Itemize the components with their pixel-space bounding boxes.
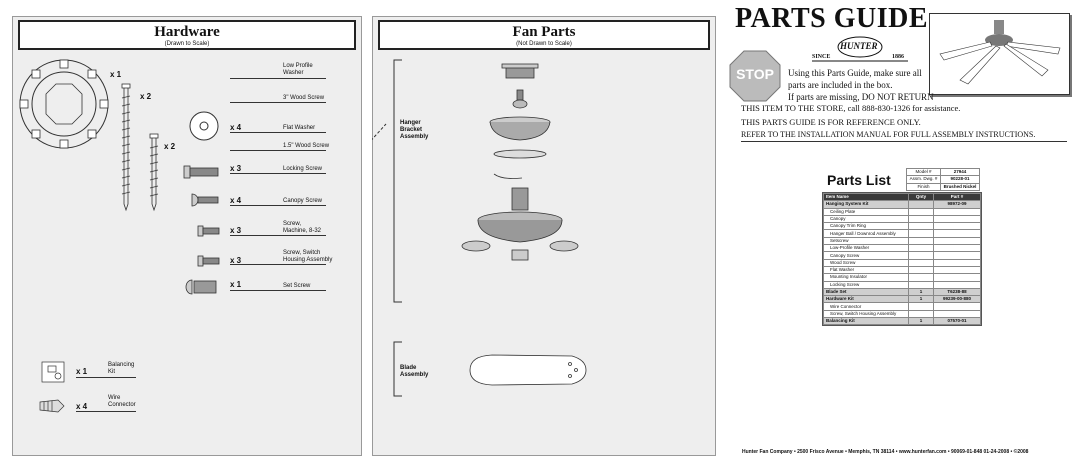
part-name: Canopy	[824, 215, 909, 222]
parts-list-row	[824, 215, 981, 222]
parts-list-row	[824, 310, 981, 317]
part-number: T6238-88	[934, 288, 981, 295]
logo-year: 1886	[892, 54, 904, 60]
parts-list-table	[822, 192, 982, 326]
fan-parts-title: Fan Parts	[512, 24, 576, 40]
part-name: Hanging System Kit	[824, 201, 909, 208]
part-number	[934, 230, 981, 237]
part-qty: 1	[909, 296, 934, 303]
part-name: Hardware Kit	[824, 296, 909, 303]
parts-list-row	[824, 274, 981, 281]
balancing-kit-icon	[42, 362, 64, 382]
col-item-name: Item Name	[824, 194, 909, 201]
hanger-bracket-bracket	[394, 60, 402, 302]
reference-line-2: REFER TO THE INSTALLATION MANUAL FOR FULL ASSEMBLY INSTRUCTIONS.	[741, 130, 1036, 139]
part-qty	[909, 215, 934, 222]
fan-parts-subtitle: (Not Drawn to Scale)	[516, 41, 572, 47]
qty-canopy-screw: x 4	[230, 196, 242, 205]
parts-list-row	[824, 223, 981, 230]
part-name: Locking Screw	[824, 281, 909, 288]
logo-brand: HUNTER	[840, 41, 878, 51]
part-qty	[909, 208, 934, 215]
parts-list-row	[824, 252, 981, 259]
part-number: 98972-09	[934, 201, 981, 208]
part-number	[934, 303, 981, 310]
parts-guide-title: PARTS GUIDE	[735, 3, 929, 34]
parts-list-row	[824, 259, 981, 266]
part-qty	[909, 245, 934, 252]
part-name: Canopy Trim Ring	[824, 223, 909, 230]
set-screw-icon	[186, 280, 216, 294]
label-low-profile-washer: Low Profile Washer	[283, 63, 313, 76]
locking-screw-icon	[184, 166, 218, 178]
part-number	[934, 259, 981, 266]
canopy-trim-ring-icon	[494, 150, 546, 158]
model-label: Model #	[907, 169, 941, 176]
label-wood-screw-3in: 3" Wood Screw	[283, 95, 325, 101]
part-qty	[909, 230, 934, 237]
flat-washer-icon	[190, 112, 218, 140]
col-part: Part #	[934, 194, 981, 201]
part-number	[934, 252, 981, 259]
part-qty	[909, 223, 934, 230]
parts-list-row	[824, 281, 981, 288]
intro-line-4: THIS ITEM TO THE STORE, call 888-830-1326 for assistance.	[741, 103, 961, 113]
part-qty	[909, 201, 934, 208]
fan-parts-title-box	[378, 20, 710, 50]
wood-screw-1-5in-icon	[150, 134, 158, 210]
parts-list-row	[824, 288, 981, 295]
parts-list-row	[824, 296, 981, 303]
parts-list-row	[824, 208, 981, 215]
hardware-title-box	[18, 20, 356, 50]
part-number	[934, 237, 981, 244]
part-number: 99239-00-880	[934, 296, 981, 303]
part-number	[934, 215, 981, 222]
part-number	[934, 281, 981, 288]
part-qty	[909, 274, 934, 281]
fan-parts-drawings	[372, 50, 714, 454]
label-balancing-kit: Balancing Kit	[108, 362, 135, 375]
label-set-screw: Set Screw	[283, 283, 311, 289]
ceiling-plate-icon	[502, 64, 538, 78]
motor-housing-icon	[462, 174, 578, 260]
part-number: 07570-01	[934, 318, 981, 325]
part-name: Flat Washer	[824, 266, 909, 273]
parts-list-row	[824, 303, 981, 310]
assm-value: 90228-01	[940, 176, 979, 183]
part-number	[934, 310, 981, 317]
qty-machine-screw: x 3	[230, 226, 242, 235]
part-name: Screw, Switch Housing Assembly	[824, 310, 909, 317]
label-wire-connector: Wire Connector	[108, 395, 136, 408]
part-name: Mounting Insulator	[824, 274, 909, 281]
model-value: 27944	[940, 169, 979, 176]
part-qty	[909, 303, 934, 310]
machine-screw-icon	[198, 226, 219, 236]
part-qty	[909, 281, 934, 288]
qty-set-screw: x 1	[230, 280, 242, 289]
intro-line-3: If parts are missing, DO NOT RETURN	[788, 92, 934, 102]
part-qty: 1	[909, 318, 934, 325]
part-name: Low-Profile Washer	[824, 245, 909, 252]
part-qty	[909, 252, 934, 259]
finish-value: Brushed Nickel	[940, 183, 979, 190]
part-number	[934, 274, 981, 281]
hanger-ball-icon	[513, 90, 527, 108]
footer: Hunter Fan Company • 2500 Frisco Avenue • Memphis, TN 38114 • www.hunterfan.com • 90069-01-848 01-24-2008 • ©2008	[742, 449, 1029, 455]
parts-list-row	[824, 237, 981, 244]
qty-balancing-kit: x 1	[76, 367, 88, 376]
part-number	[934, 223, 981, 230]
finish-label: Finish	[907, 183, 941, 190]
col-qty: Qnty	[909, 194, 934, 201]
parts-list-row	[824, 318, 981, 325]
intro-line-1: Using this Parts Guide, make sure all	[788, 68, 922, 78]
stop-sign-text: STOP	[736, 66, 774, 82]
ceiling-fan-icon	[930, 14, 1069, 94]
blade-icon	[470, 355, 586, 385]
parts-list-row	[824, 201, 981, 208]
canopy-icon	[490, 117, 550, 140]
wood-screw-3in-icon	[122, 84, 130, 210]
qty-wire-connector: x 4	[76, 402, 88, 411]
part-qty	[909, 237, 934, 244]
part-name: Wire Connector	[824, 303, 909, 310]
assm-label: Assm. Dwg. #	[907, 176, 941, 183]
hanger-bracket-label: Hanger Bracket Assembly	[400, 120, 429, 140]
qty-locking-screw: x 3	[230, 164, 242, 173]
part-name: Wood Screw	[824, 259, 909, 266]
wire-connector-icon	[40, 400, 64, 412]
part-name: Canopy Screw	[824, 252, 909, 259]
label-machine-screw: Screw, Machine, 8-32	[283, 221, 322, 234]
switch-housing-screw-icon	[198, 256, 219, 266]
hunter-logo	[808, 35, 912, 67]
part-name: Ceiling Plate	[824, 208, 909, 215]
label-locking-screw: Locking Screw	[283, 166, 323, 172]
qty-switch-housing-screw: x 3	[230, 256, 242, 265]
part-qty	[909, 266, 934, 273]
parts-list-row	[824, 245, 981, 252]
parts-list-title: Parts List	[827, 172, 891, 188]
part-qty	[909, 310, 934, 317]
part-name: Blade Set	[824, 288, 909, 295]
label-flat-washer: Flat Washer	[283, 125, 316, 131]
parts-list-row	[824, 266, 981, 273]
part-name: Balancing Kit	[824, 318, 909, 325]
qty-wood-screw-3in: x 2	[140, 92, 152, 101]
label-wood-screw-1-5in: 1.5" Wood Screw	[283, 143, 330, 149]
qty-low-profile-washer: x 1	[110, 70, 122, 79]
canopy-screw-icon	[192, 194, 218, 206]
fan-illustration-frame	[929, 13, 1070, 95]
part-qty: 1	[909, 288, 934, 295]
part-number	[934, 245, 981, 252]
part-qty	[909, 259, 934, 266]
parts-list-header-table	[906, 168, 980, 191]
blade-assembly-label: Blade Assembly	[400, 365, 429, 378]
part-name: Hanger Ball / Downrod Assembly	[824, 230, 909, 237]
reference-line-1: THIS PARTS GUIDE IS FOR REFERENCE ONLY.	[741, 117, 921, 127]
part-number	[934, 208, 981, 215]
part-number	[934, 266, 981, 273]
parts-list-row	[824, 230, 981, 237]
low-profile-washer-icon	[20, 60, 108, 148]
qty-wood-screw-1-5in: x 2	[164, 142, 176, 151]
hardware-subtitle: (Drawn to Scale)	[164, 41, 210, 47]
logo-since: SINCE	[812, 54, 831, 60]
part-name: Setscrew	[824, 237, 909, 244]
intro-line-2: parts are included in the box.	[788, 80, 893, 90]
label-switch-housing-screw: Screw, Switch Housing Assembly	[283, 250, 333, 263]
label-canopy-screw: Canopy Screw	[283, 198, 323, 204]
qty-flat-washer: x 4	[230, 123, 242, 132]
hardware-title: Hardware	[154, 24, 220, 40]
